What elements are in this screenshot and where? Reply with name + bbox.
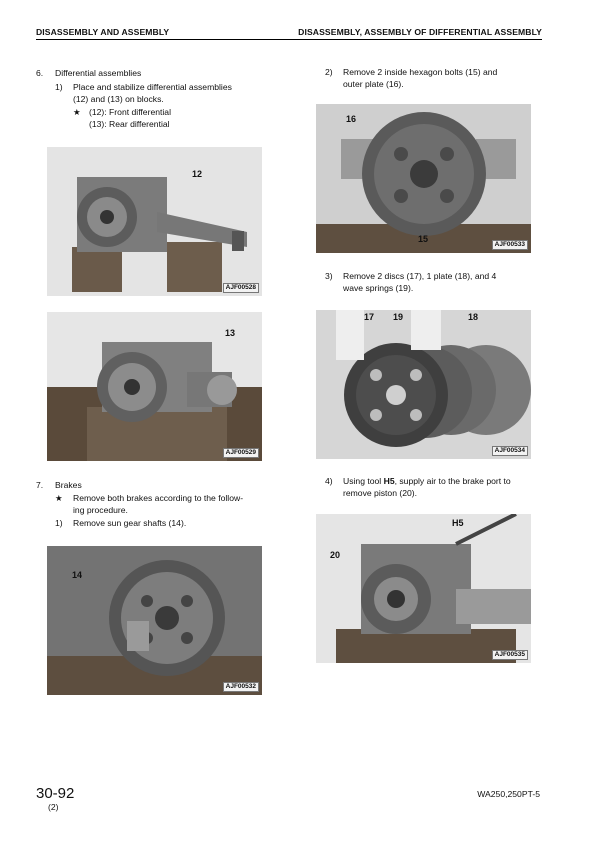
step-4-line2: remove piston (20). xyxy=(343,488,418,498)
step-7-note-line1: Remove both brakes according to the follow- xyxy=(73,493,244,503)
star-icon: ★ xyxy=(73,107,81,117)
step-2-line2: outer plate (16). xyxy=(343,79,404,89)
step-4-line1: Using tool H5, supply air to the brake port to xyxy=(343,476,511,486)
figure-piston-removal xyxy=(316,514,531,663)
step-7-1-number: 1) xyxy=(55,518,63,528)
figure-caption-3: AJF00532 xyxy=(223,682,259,692)
revision-mark: (2) xyxy=(48,802,59,812)
figure-rear-differential xyxy=(47,312,262,461)
callout-14: 14 xyxy=(72,570,83,580)
header-right-title: DISASSEMBLY, ASSEMBLY OF DIFFERENTIAL ASSEMBLY xyxy=(298,27,542,37)
callout-17: 17 xyxy=(364,312,375,322)
callout-19: 19 xyxy=(393,312,404,322)
figure-discs-plate-springs xyxy=(316,310,531,459)
step-7-1-text: Remove sun gear shafts (14). xyxy=(73,518,187,528)
callout-18: 18 xyxy=(468,312,479,322)
step-4-number: 4) xyxy=(325,476,333,486)
step-7-title: Brakes xyxy=(55,480,82,490)
step-3-line1: Remove 2 discs (17), 1 plate (18), and 4 xyxy=(343,271,497,281)
callout-h5: H5 xyxy=(452,518,464,528)
note-line2: (13): Rear differential xyxy=(89,119,170,129)
step-7-number: 7. xyxy=(36,480,44,490)
figure-caption-1: AJF00528 xyxy=(223,283,259,293)
star-icon: ★ xyxy=(55,493,63,503)
callout-20: 20 xyxy=(330,550,341,560)
note-line1: (12): Front differential xyxy=(89,107,171,117)
callout-12: 12 xyxy=(192,169,203,179)
header-rule xyxy=(36,39,542,40)
model-number: WA250,250PT-5 xyxy=(477,789,540,799)
callout-13: 13 xyxy=(225,328,236,338)
figure-caption-5: AJF00534 xyxy=(492,446,528,456)
callout-15: 15 xyxy=(418,234,429,244)
tool-h5-label: H5 xyxy=(383,476,395,486)
step-6-1-line2: (12) and (13) on blocks. xyxy=(73,94,164,104)
figure-outer-plate xyxy=(316,104,531,253)
step-2-number: 2) xyxy=(325,67,333,77)
callout-16: 16 xyxy=(346,114,357,124)
step-6-title: Differential assemblies xyxy=(55,68,142,78)
step-3-number: 3) xyxy=(325,271,333,281)
step-6-number: 6. xyxy=(36,68,44,78)
figure-front-differential xyxy=(47,147,262,296)
figure-caption-6: AJF00535 xyxy=(492,650,528,660)
figure-caption-2: AJF00529 xyxy=(223,448,259,458)
step-6-1-number: 1) xyxy=(55,82,63,92)
figure-sun-gear-shafts xyxy=(47,546,262,695)
step-3-line2: wave springs (19). xyxy=(343,283,414,293)
step-6-1-line1: Place and stabilize differential assemblies xyxy=(73,82,232,92)
page-number: 30-92 xyxy=(36,785,75,802)
step-2-line1: Remove 2 inside hexagon bolts (15) and xyxy=(343,67,498,77)
header-left-title: DISASSEMBLY AND ASSEMBLY xyxy=(36,27,170,37)
figure-caption-4: AJF00533 xyxy=(492,240,528,250)
step-7-note-line2: ing procedure. xyxy=(73,505,128,515)
